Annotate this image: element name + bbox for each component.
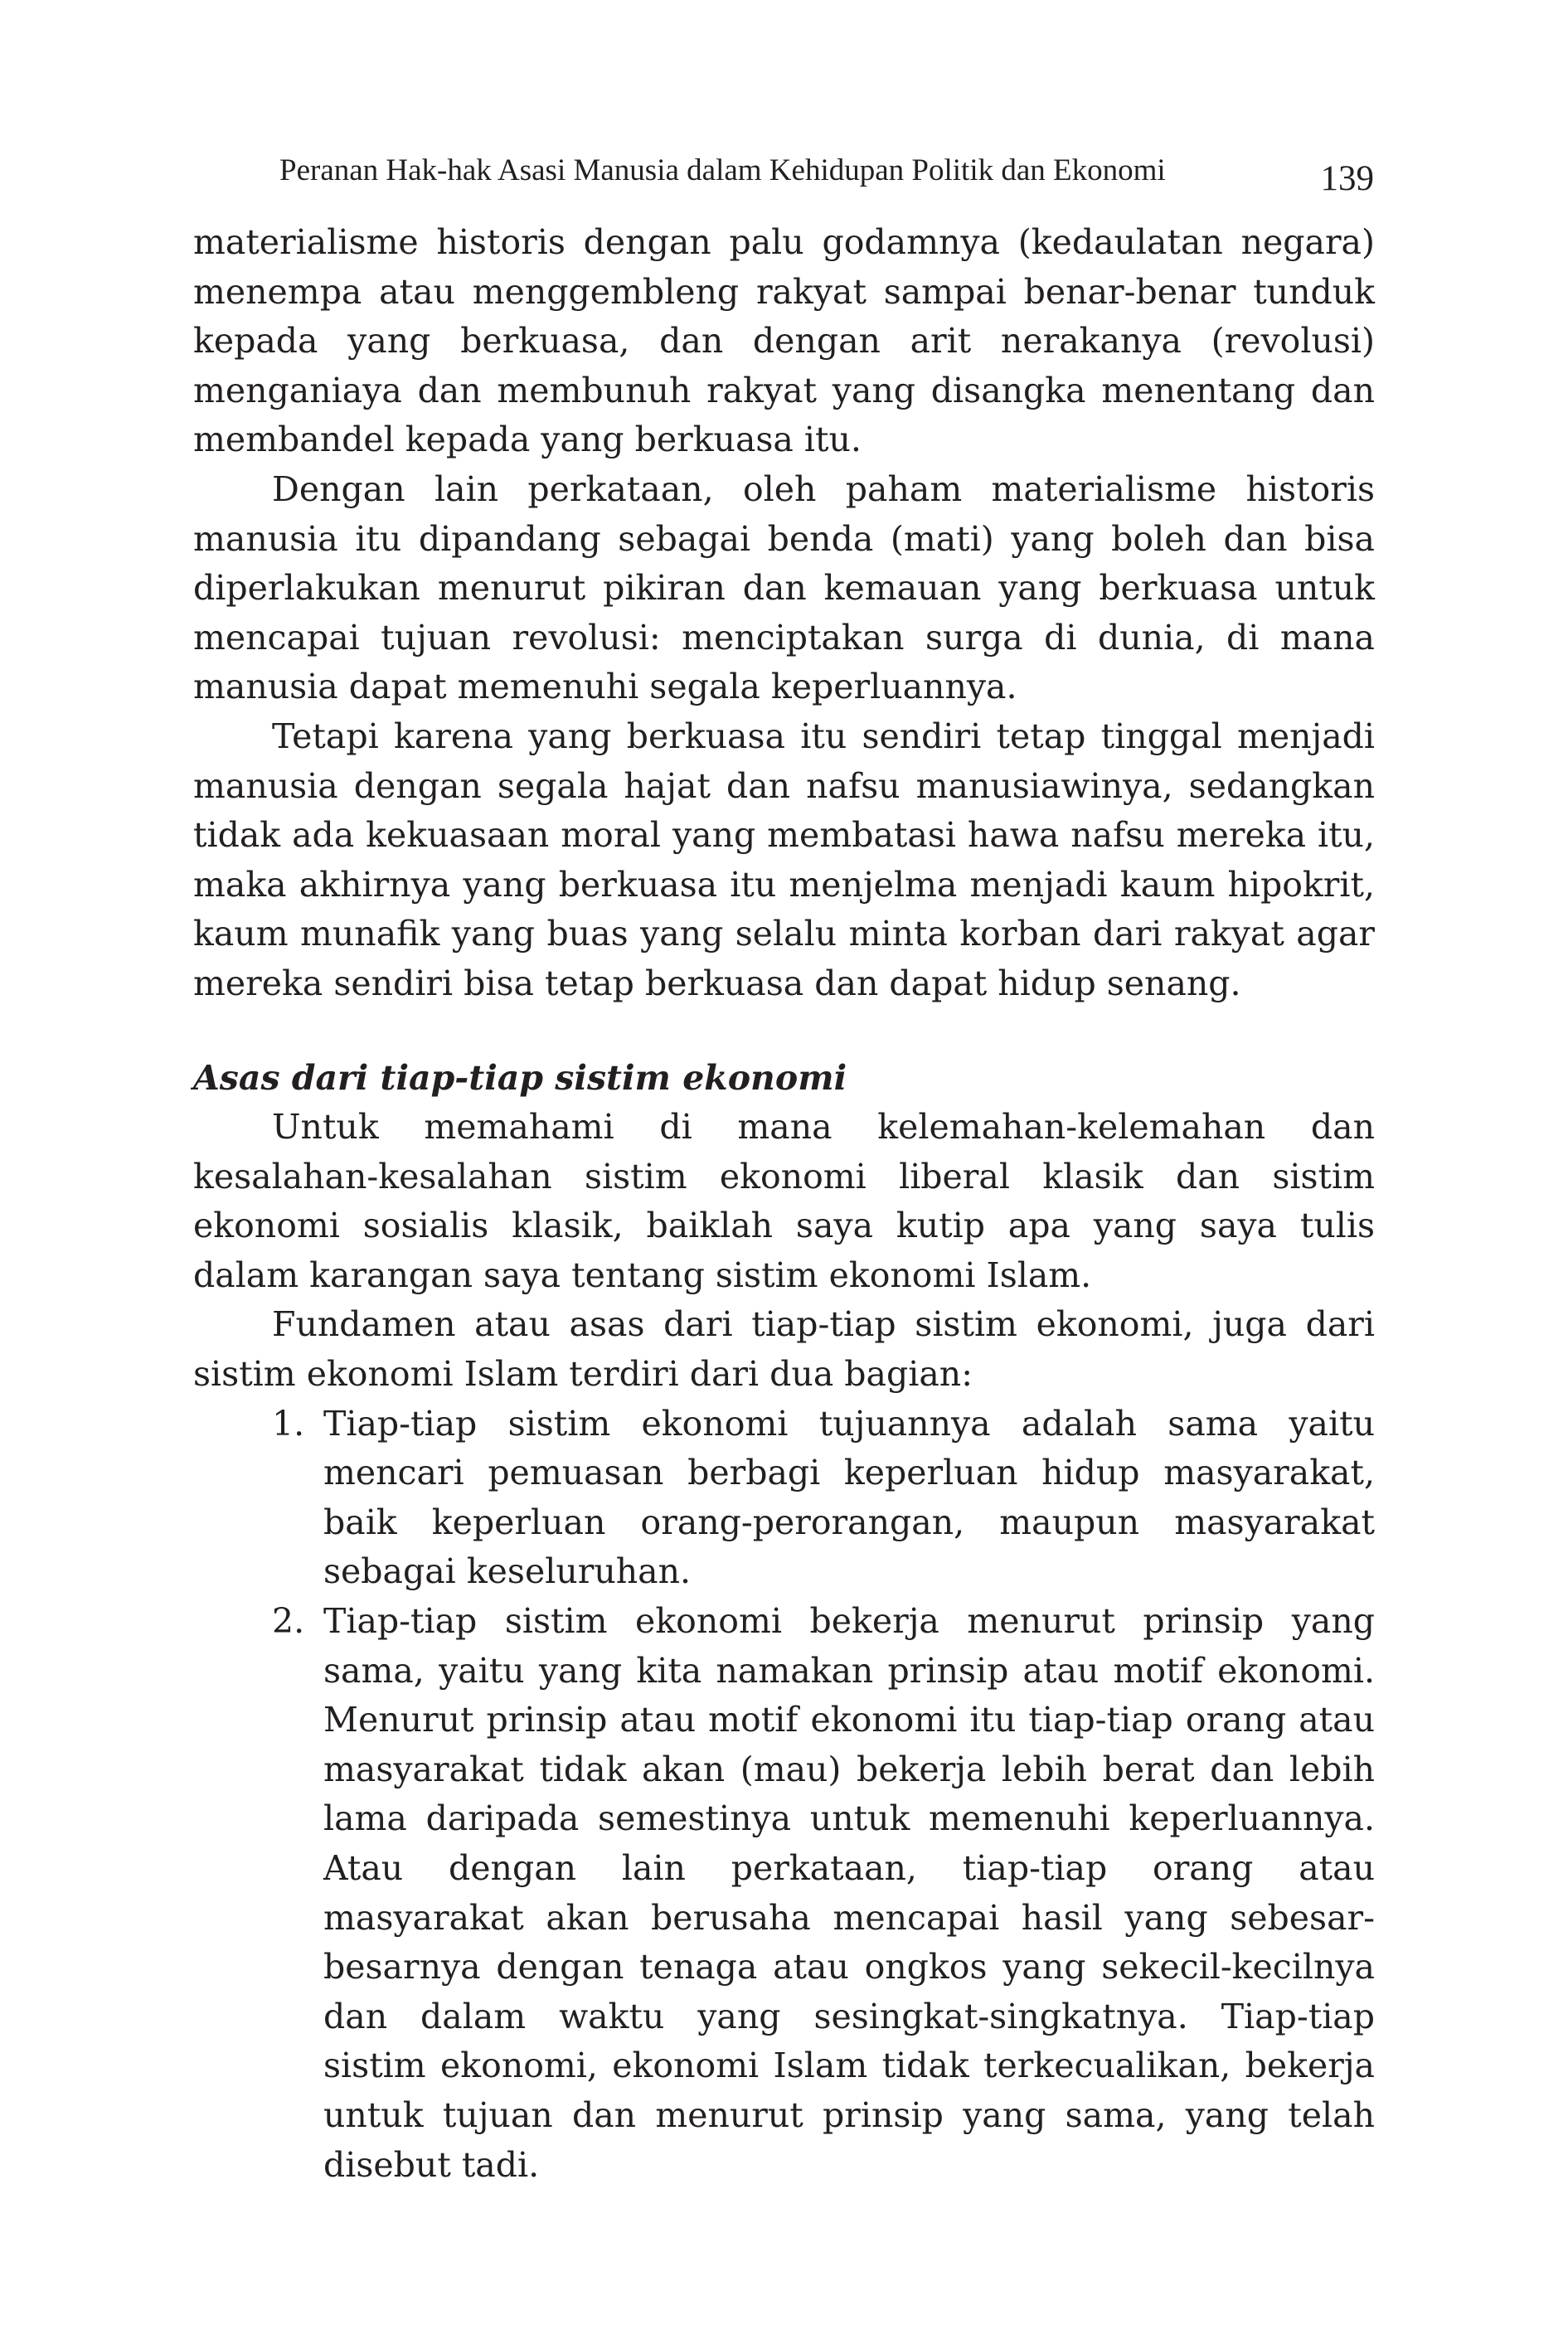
numbered-list [193,1400,1375,2191]
paragraph-continued: materialisme historis dengan palu godamnya (kedaulatan negara) menempa atau menggembleng rakyat sampai benar-benar tunduk kepada yang berkuasa, dan dengan arit nerakanya (revolusi) menganiaya dan membunuh rakyat yang disangka menentang dan membandel kepada yang berkuasa itu. [193,222,1375,460]
paragraph: Tetapi karena yang berkuasa itu sendiri tetap tinggal menjadi manusia dengan segala hajat dan nafsu manusiawinya, sedangkan tidak ada kekuasaan moral yang membatasi hawa nafsu mereka itu, maka akhirnya yang berkuasa itu menjelma menjadi kaum hipokrit, kaum munafik yang buas yang selalu minta korban dari rakyat agar mereka sendiri bisa tetap berkuasa dan dapat hidup senang. [193,716,1375,1003]
list-item-text: Tiap-tiap sistim ekonomi bekerja menurut prinsip yang sama, yaitu yang kita namakan prinsip atau motif ekonomi. Menurut prinsip atau motif ekonomi itu tiap-tiap orang atau masyarakat tidak akan (mau) bekerja lebih berat dan lebih lama daripada semestinya untuk memenuhi keperluannya. Atau dengan lain perkataan, tiap-tiap orang atau masyarakat akan berusaha mencapai hasil yang sebesar-besarnya dengan tenaga atau ongkos yang sekecil-kecilnya dan dalam waktu yang sesingkat-singkatnya. Tiap-tiap sistim ekonomi, ekonomi Islam tidak terkecualikan, bekerja untuk tujuan dan menurut prinsip yang sama, yang telah disebut tadi. [323,1601,1375,2185]
paragraph: Dengan lain perkataan, oleh paham materialisme historis manusia itu dipandang sebagai benda (mati) yang boleh dan bisa diperlakukan menurut pikiran dan kemauan yang berkuasa untuk mencapai tujuan revolusi: menciptakan surga di dunia, di mana manusia dapat memenuhi segala keperluannya. [193,468,1375,707]
section-heading: Asas dari tiap-tiap sistim ekonomi [193,1057,847,1098]
list-item [193,1597,1375,2190]
list-item-text: Tiap-tiap sistim ekonomi tujuannya adalah sama yaitu mencari pemuasan berbagi keperluan hidup masyarakat, baik keperluan orang-perorangan, maupun masyarakat sebagai keseluruhan. [323,1403,1375,1592]
page-number: 139 [1320,159,1374,198]
running-title: Peranan Hak-hak Asasi Manusia dalam Kehidupan Politik dan Ekonomi [279,153,1166,187]
page-body [193,218,1375,2190]
paragraph: Untuk memahami di mana kelemahan-kelemahan dan kesalahan-kesalahan sistim ekonomi liberal klasik dan sistim ekonomi sosialis klasik, baiklah saya kutip apa yang saya tulis dalam karangan saya tentang sistim ekonomi Islam. [193,1107,1375,1295]
list-marker: 2. [272,1601,305,1642]
paragraph: Fundamen atau asas dari tiap-tiap sistim ekonomi, juga dari sistim ekonomi Islam terdiri dari dua bagian: [193,1304,1375,1395]
running-header [279,146,1374,196]
list-marker: 1. [272,1403,305,1444]
list-item [193,1400,1375,1597]
